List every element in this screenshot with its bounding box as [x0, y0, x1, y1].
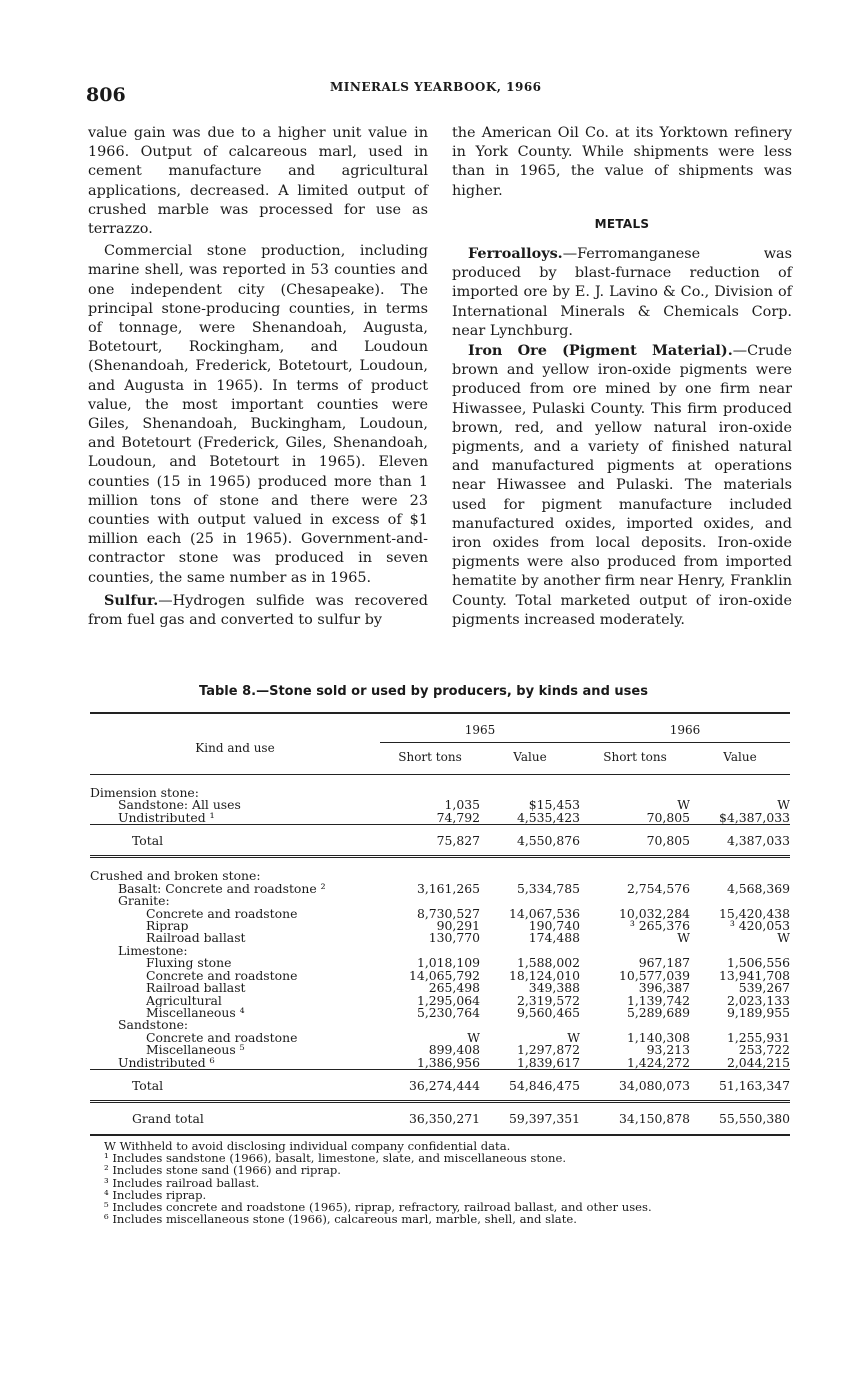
page-number: 806: [86, 84, 126, 106]
cell: 396,387: [638, 980, 690, 996]
cell: 13,941,708: [719, 967, 790, 983]
cell: W: [677, 797, 690, 813]
cell: W: [567, 1029, 580, 1045]
group-label: Crushed and broken stone:: [90, 868, 261, 883]
running-title: MINERALS YEARBOOK, 1966: [330, 80, 542, 94]
cell: 4,568,369: [726, 880, 790, 896]
table-footnotes: [104, 1140, 744, 1225]
value-header: Value: [513, 750, 547, 765]
cell: 1,295,064: [416, 992, 480, 1008]
table-title: Table 8.—Stone sold or used by producers, by kinds and uses: [199, 684, 648, 699]
row-label: Basalt: Concrete and roadstone ²: [118, 882, 326, 896]
cell: 3,161,265: [416, 880, 480, 896]
row-label: Total: [132, 833, 164, 849]
cell: 899,408: [428, 1042, 480, 1058]
row-label: Miscellaneous ⁴: [146, 1006, 245, 1020]
cell: W: [677, 930, 690, 946]
paragraph: [452, 244, 792, 341]
subgroup-label: Limestone:: [118, 944, 188, 958]
cell: 1,140,308: [626, 1029, 690, 1045]
row-label: Miscellaneous ⁵: [146, 1044, 245, 1057]
cell: 539,267: [738, 980, 790, 996]
cell: 174,488: [528, 930, 580, 946]
cell: 349,388: [528, 980, 580, 996]
cell: 253,722: [738, 1042, 790, 1058]
row-label: Fluxing stone: [146, 957, 232, 970]
cell: 2,319,572: [516, 992, 580, 1008]
cell: 51,163,347: [719, 1077, 790, 1093]
cell: 1,424,272: [626, 1054, 690, 1070]
cell: 34,150,878: [619, 1111, 690, 1127]
cell: 1,839,617: [516, 1054, 580, 1070]
cell: 8,730,527: [416, 905, 480, 921]
total-row: [90, 1069, 790, 1101]
paragraph-text: —Ferromanganese was produced by blast-furnace reduction of imported ore by E. J. Lavino & Co., Division of International Minerals & Chemicals Corp. near Lynchburg.: [452, 246, 792, 339]
cell: 55,550,380: [719, 1111, 790, 1127]
right-text-column: [452, 124, 792, 630]
cell: 9,560,465: [516, 1004, 580, 1020]
value-header: Value: [723, 750, 757, 765]
run-in-heading: Sulfur.: [104, 591, 159, 609]
footnote: ³ Includes railroad ballast.: [104, 1175, 260, 1190]
cell: 5,334,785: [516, 880, 580, 896]
footnote: W Withheld to avoid disclosing individual company confidential data.: [104, 1139, 511, 1153]
cell: 130,770: [428, 930, 480, 946]
cell: $4,387,033: [719, 809, 790, 825]
cell: 93,213: [646, 1042, 690, 1058]
cell: 1,588,002: [516, 955, 580, 971]
cell: 5,289,689: [626, 1004, 690, 1020]
cell: 1,018,109: [416, 955, 480, 971]
cell: 18,124,010: [509, 967, 580, 983]
cell: 1,139,742: [626, 992, 690, 1008]
cell: 4,550,876: [516, 833, 580, 849]
cell: 74,792: [436, 809, 480, 825]
paragraph-text: —Crude brown and yellow iron-oxide pigments were produced from ore mined by one firm near Hiwassee, Pulaski County. This firm produced brown, red, and yellow natural iron-oxide pigments, and a variety of finished natural and manufactured pigments at operations near Hiwassee and Pulaski. The materials used for pigment manufacture included manufactured oxides, imported oxides, and iron oxides from local deposits. Iron-oxide pigments were also produced from imported hematite by another firm near Henry, Franklin County. Total marketed output of iron-oxide pigments increased moderately.: [452, 343, 792, 628]
cell: 34,080,073: [619, 1077, 690, 1093]
paragraph-text: —Hydrogen sulfide was recovered from fuel gas and converted to sulfur by: [88, 592, 428, 629]
table-row: [90, 1007, 790, 1019]
subgroup-label: Sandstone:: [118, 1019, 189, 1032]
table-row: [90, 932, 790, 944]
subgroup-label: Granite:: [118, 895, 170, 908]
row-label: Railroad ballast: [146, 982, 246, 995]
cell: 15,420,438: [719, 905, 790, 921]
cell: 70,805: [646, 809, 690, 825]
row-label: Undistributed ¹: [118, 811, 215, 825]
left-text-column: [88, 124, 428, 630]
cell: 1,297,872: [516, 1042, 580, 1058]
paragraph: the American Oil Co. at its Yorktown refinery in York County. While shipments were less than in 1965, the value of shipments was higher.: [452, 125, 792, 199]
row-label: Grand total: [132, 1111, 204, 1127]
cell: W: [777, 930, 790, 946]
year-1966-header: 1966: [580, 713, 790, 743]
cell: 75,827: [436, 833, 480, 849]
row-label: Sandstone: All uses: [118, 799, 241, 812]
cell: 70,805: [646, 833, 690, 849]
paragraph: [88, 591, 428, 630]
run-in-heading: Iron Ore (Pigment Material).: [468, 342, 733, 360]
row-label: Riprap: [146, 920, 189, 933]
cell: 5,230,764: [416, 1004, 480, 1020]
cell: $15,453: [528, 797, 580, 813]
row-label: Concrete and roadstone: [146, 907, 298, 921]
cell: 14,067,536: [509, 905, 580, 921]
cell: ³ 265,376: [629, 918, 690, 934]
paragraph: Commercial stone production, including marine shell, was reported in 53 counties and one independent city (Chesapeake). The principal stone-producing counties, in terms of tonnage, were Shenandoah, Augusta, Botetourt, Rockingham, and Loudoun (Shenandoah, Frederick, Botetourt, Loudoun, and Augusta in 1965). In terms of product value, the most important counties were Giles, Shenandoah, Buckingham, Loudoun, and Botetourt (Frederick, Giles, Shenandoah, Loudoun, and Botetourt in 1965). Eleven counties (15 in 1965) produced more than 1 million tons of stone and there were 23 counties with output valued in excess of $1 million each (25 in 1965). Government-and-contractor stone was produced in seven counties, the same number as in 1965.: [88, 243, 428, 586]
row-label: Total: [132, 1077, 164, 1093]
cell: 1,506,556: [726, 955, 790, 971]
cell: 54,846,475: [509, 1077, 580, 1093]
cell: 2,023,133: [726, 992, 790, 1008]
table-row: [90, 883, 790, 895]
cell: 190,740: [528, 918, 580, 934]
paragraph: value gain was due to a higher unit value in 1966. Output of calcareous marl, used in cement manufacture and agricultural applications, decreased. A limited output of crushed marble was processed for use as terrazzo.: [88, 125, 428, 238]
total-row: [90, 825, 790, 857]
short-tons-header: Short tons: [398, 750, 462, 765]
year-1965-header: 1965: [380, 713, 580, 743]
paragraph: [452, 341, 792, 630]
footnote: ¹ Includes sandstone (1966), basalt, limestone, slate, and miscellaneous stone.: [104, 1151, 567, 1166]
cell: 1,386,956: [416, 1054, 480, 1070]
section-heading: METALS: [594, 216, 650, 231]
cell: 14,065,792: [409, 967, 480, 983]
cell: 1,255,931: [726, 1029, 790, 1045]
run-in-heading: Ferroalloys.: [468, 245, 563, 263]
grand-total-row: [90, 1102, 790, 1135]
cell: 2,044,215: [726, 1054, 790, 1070]
footnote: ⁶ Includes miscellaneous stone (1966), calcareous marl, marble, shell, and slate.: [104, 1212, 577, 1227]
cell: 967,187: [638, 955, 690, 971]
group-label: Dimension stone:: [90, 784, 199, 800]
cell: 4,535,423: [516, 809, 580, 825]
cell: ³ 420,053: [729, 918, 790, 934]
cell: W: [467, 1029, 480, 1045]
cell: 36,274,444: [409, 1077, 480, 1093]
row-label: Agricultural: [146, 994, 222, 1007]
row-label: Concrete and roadstone: [146, 969, 298, 983]
row-label: Railroad ballast: [146, 932, 246, 945]
row-label: Concrete and roadstone: [146, 1031, 298, 1045]
stone-table: [90, 712, 790, 1136]
table-row: [90, 1057, 790, 1070]
short-tons-header: Short tons: [603, 750, 667, 765]
cell: 36,350,271: [409, 1111, 480, 1127]
cell: W: [777, 797, 790, 813]
footnote: ² Includes stone sand (1966) and riprap.: [104, 1163, 341, 1178]
cell: 1,035: [444, 797, 480, 813]
cell: 265,498: [428, 980, 480, 996]
row-label: Undistributed ⁶: [118, 1056, 215, 1070]
cell: 9,189,955: [726, 1004, 790, 1020]
cell: 59,397,351: [509, 1111, 580, 1127]
kind-use-header: Kind and use: [195, 740, 275, 755]
cell: 90,291: [436, 918, 480, 934]
cell: 10,032,284: [619, 905, 690, 921]
cell: 4,387,033: [726, 833, 790, 849]
footnote: ⁵ Includes concrete and roadstone (1965), riprap, refractory, railroad ballast, and other uses.: [104, 1200, 652, 1215]
table-row: [90, 812, 790, 825]
cell: 2,754,576: [626, 880, 690, 896]
footnote: ⁴ Includes riprap.: [104, 1187, 207, 1202]
cell: 10,577,039: [619, 967, 690, 983]
